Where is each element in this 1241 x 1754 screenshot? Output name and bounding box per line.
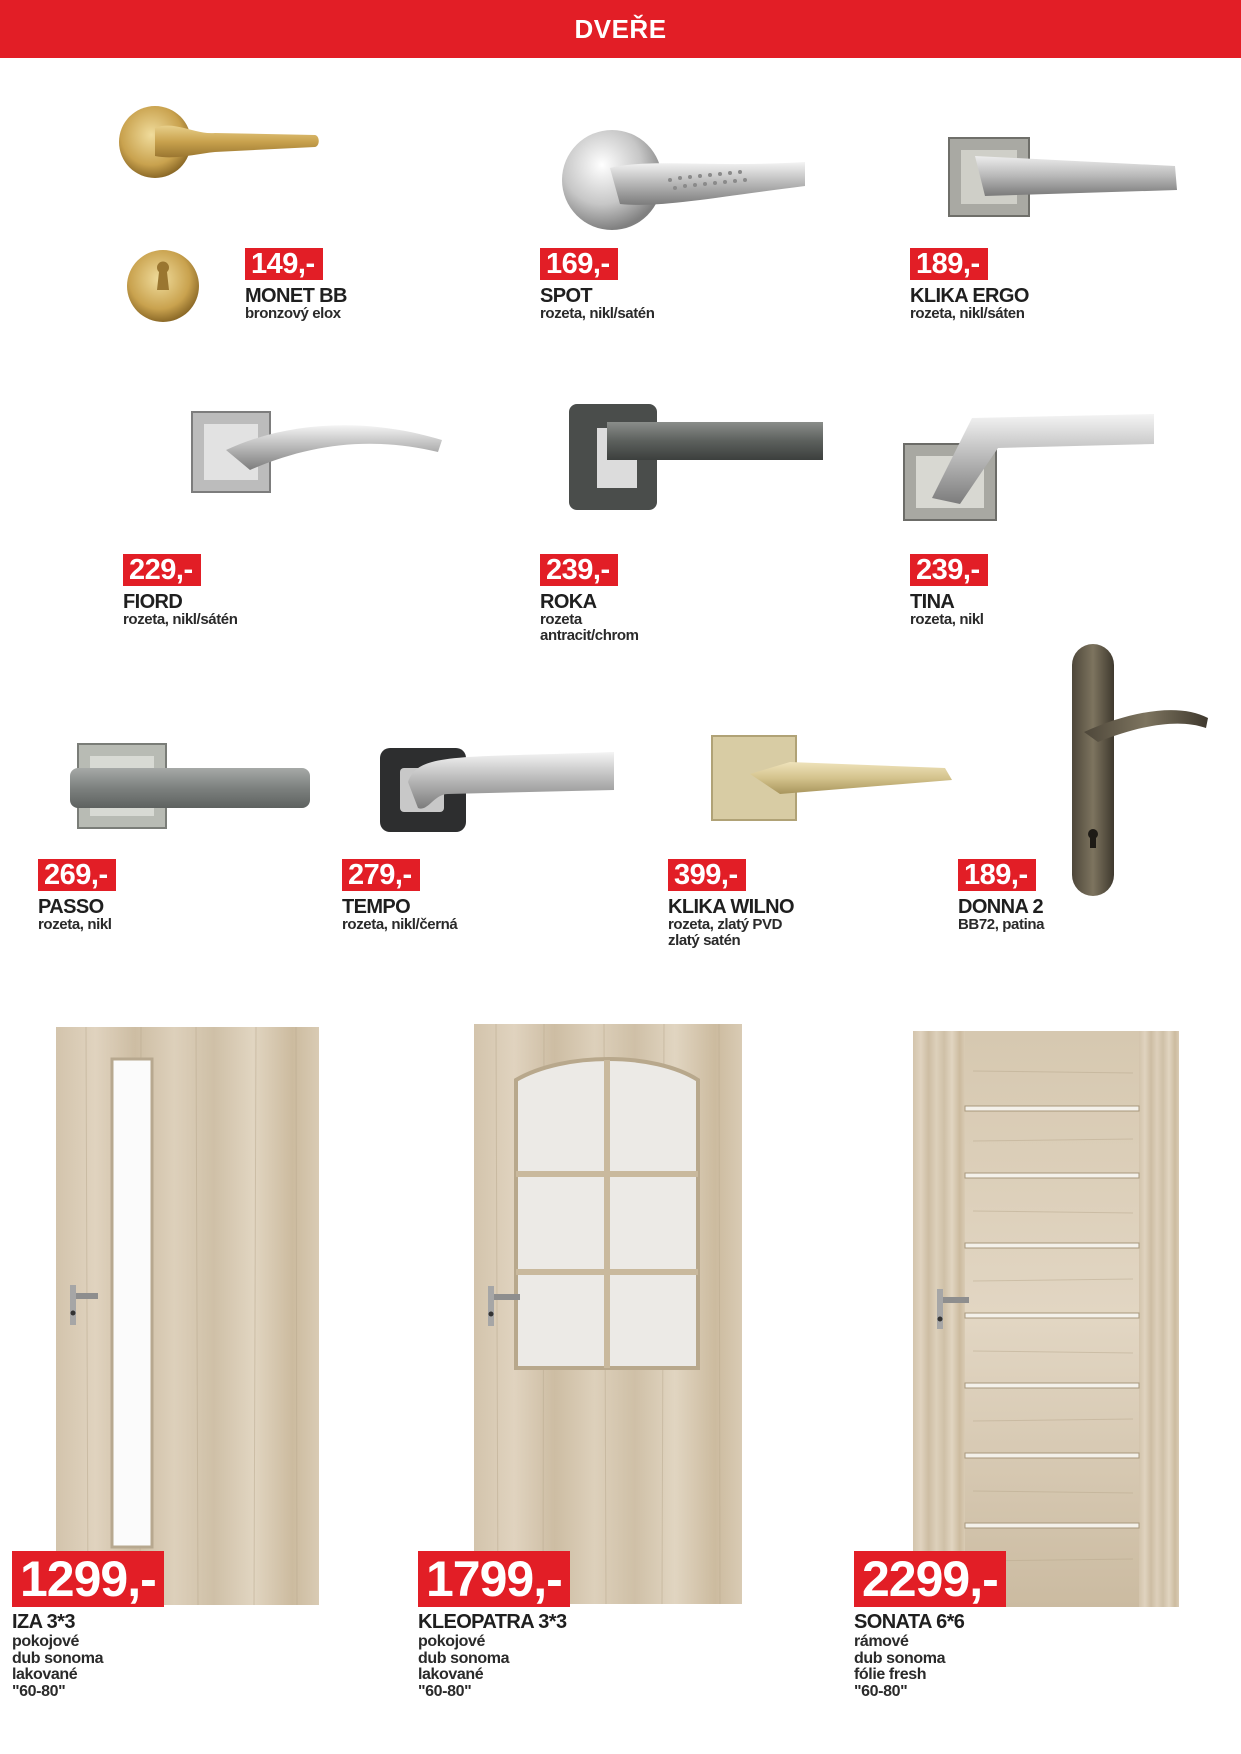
product-name: MONET BB (245, 285, 347, 307)
sonata-door-image (913, 1031, 1179, 1607)
price-tag: 229,- (123, 554, 201, 586)
fiord-handle-image (190, 410, 445, 495)
product-name: FIORD (123, 591, 183, 613)
product-desc: rozeta, nikl/sátén (123, 611, 238, 628)
product-desc: rozeta, nikl/sáten (910, 305, 1025, 322)
product-desc: rozeta antracit/chrom (540, 611, 639, 644)
spot-handle-image (560, 128, 810, 233)
price-tag: 269,- (38, 859, 116, 891)
price-tag: 189,- (958, 859, 1036, 891)
kleopatra-door-image (474, 1024, 742, 1604)
price-tag: 239,- (910, 554, 988, 586)
price-tag: 169,- (540, 248, 618, 280)
product-name: TINA (910, 591, 955, 613)
tempo-handle-image (378, 742, 618, 834)
product-desc: bronzový elox (245, 305, 341, 322)
product-desc: rozeta, nikl (910, 611, 984, 628)
passo-handle-image (68, 742, 313, 830)
product-desc: rozeta, zlatý PVD zlatý satén (668, 916, 783, 949)
product-desc: pokojové dub sonoma lakované "60-80" (418, 1633, 510, 1700)
iza-door-image (56, 1027, 319, 1605)
product-name: IZA 3*3 (12, 1611, 75, 1633)
product-name: KLIKA WILNO (668, 896, 794, 918)
product-desc: rozeta, nikl (38, 916, 112, 933)
price-tag: 1799,- (418, 1551, 570, 1607)
product-name: SONATA 6*6 (854, 1611, 965, 1633)
product-name: PASSO (38, 896, 104, 918)
product-name: TEMPO (342, 896, 411, 918)
donna-2-handle-image (1068, 642, 1214, 898)
product-desc: rozeta, nikl/černá (342, 916, 458, 933)
price-tag: 239,- (540, 554, 618, 586)
price-tag: 279,- (342, 859, 420, 891)
product-name: ROKA (540, 591, 597, 613)
price-tag: 149,- (245, 248, 323, 280)
product-desc: BB72, patina (958, 916, 1045, 933)
tina-handle-image (902, 408, 1157, 523)
price-tag: 399,- (668, 859, 746, 891)
klika-wilno-handle-image (710, 734, 955, 824)
price-tag: 1299,- (12, 1551, 164, 1607)
price-tag: 2299,- (854, 1551, 1006, 1607)
product-name: DONNA 2 (958, 896, 1044, 918)
product-name: SPOT (540, 285, 593, 307)
section-title: DVEŘE (574, 13, 667, 44)
product-name: KLEOPATRA 3*3 (418, 1611, 567, 1633)
price-tag: 189,- (910, 248, 988, 280)
klika-ergo-handle-image (945, 134, 1185, 219)
product-desc: rozeta, nikl/satén (540, 305, 655, 322)
roka-handle-image (567, 402, 827, 512)
product-desc: pokojové dub sonoma lakované "60-80" (12, 1633, 104, 1700)
section-header (0, 0, 1241, 58)
product-desc: rámové dub sonoma fólie fresh "60-80" (854, 1633, 946, 1700)
product-name: KLIKA ERGO (910, 285, 1029, 307)
